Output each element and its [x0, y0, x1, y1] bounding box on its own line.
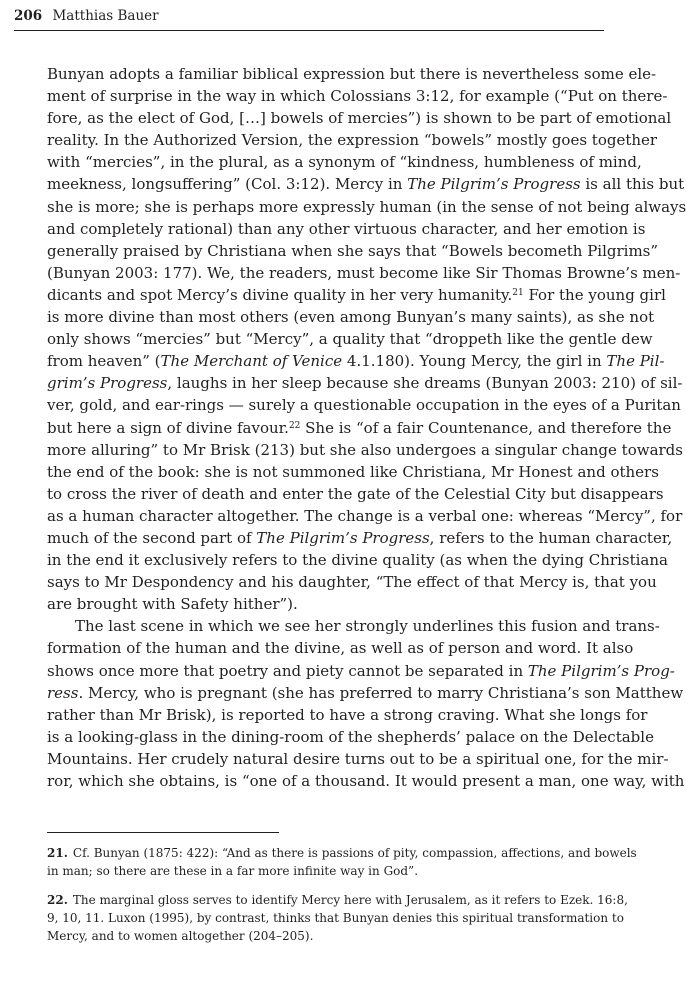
- text-line: she is more; she is perhaps more expressly human (in the sense of not being always: [47, 197, 686, 216]
- footnote-22: [47, 891, 628, 945]
- text-line: is more divine than most others (even among Bunyan’s many saints), as she not: [47, 308, 655, 327]
- text-line: in the end it exclusively refers to the divine quality (as when the dying Christiana: [47, 551, 668, 570]
- page-number: 206: [14, 8, 43, 24]
- footnote-line: [47, 891, 628, 909]
- text-line: with “mercies”, in the plural, as a synonym of “kindness, humbleness of mind,: [47, 153, 642, 172]
- text-line: ver, gold, and ear-rings — surely a questionable occupation in the eyes of a Puritan: [47, 396, 681, 415]
- book-title: The Pilgrim’s Progress: [256, 528, 430, 547]
- text-segment: is all this but: [580, 175, 685, 194]
- paragraph-2: [47, 615, 685, 792]
- text-line: ror, which she obtains, is “one of a thousand. It would present a man, one way, with: [47, 772, 685, 790]
- book-title: The Pilgrim’s Progress: [407, 175, 581, 194]
- text-line: [47, 372, 683, 394]
- text-line: Bunyan adopts a familiar biblical expression but there is nevertheless some ele-: [47, 65, 657, 83]
- text-line: rather than Mr Brisk), is reported to have a strong craving. What she longs for: [47, 705, 648, 724]
- book-title: grim’s Progress: [47, 374, 168, 393]
- text-segment: from heaven” (: [47, 352, 161, 371]
- book-title: The Pilgrim’s Prog-: [527, 661, 675, 680]
- text-line: [47, 527, 673, 549]
- footnote-line: in man; so there are these in a far more infinite way in God”.: [47, 864, 419, 878]
- text-line: are brought with Safety hither”).: [47, 595, 298, 614]
- footnote-number: 22.: [47, 893, 68, 907]
- text-line: and completely rational) than any other virtuous character, and her emotion is: [47, 219, 646, 238]
- text-line: (Bunyan 2003: 177). We, the readers, must become like Sir Thomas Browne’s men-: [47, 263, 681, 282]
- text-line: is a looking-glass in the dining-room of the shepherds’ palace on the Delectable: [47, 727, 654, 746]
- text-segment: . Mercy, who is pregnant (she has preferred to marry Christiana’s son Matthew: [78, 683, 684, 702]
- text-line: as a human character altogether. The change is a verbal one: whereas “Mercy”, for: [47, 506, 683, 525]
- running-head-author: Matthias Bauer: [52, 8, 159, 24]
- footnote-line: [47, 844, 637, 862]
- book-title: The Pil-: [606, 352, 665, 371]
- footnote-line: 9, 10, 11. Luxon (1995), by contrast, thinks that Bunyan denies this spiritual transformation to: [47, 911, 624, 925]
- header-rule: [14, 30, 604, 31]
- text-segment: She is “of a fair Countenance, and therefore the: [300, 418, 672, 437]
- body-text: [47, 63, 686, 792]
- text-line: [47, 660, 675, 682]
- text-line: fore, as the elect of God, […] bowels of mercies”) is shown to be part of emotional: [47, 109, 672, 128]
- text-segment: , laughs in her sleep because she dreams (Bunyan 2003: 210) of sil-: [167, 374, 683, 393]
- text-segment: meekness, longsuffering” (Col. 3:12). Mercy in: [47, 175, 408, 194]
- text-segment: but here a sign of divine favour.: [47, 418, 289, 437]
- text-line: [47, 284, 666, 306]
- running-head: [14, 7, 604, 25]
- text-line: reality. In the Authorized Version, the expression “bowels” mostly goes together: [47, 131, 658, 150]
- footnote-number: 21.: [47, 846, 68, 860]
- footnote-rule: [47, 832, 279, 833]
- footnote-text: The marginal gloss serves to identify Mercy here with Jerusalem, as it refers to Ezek. 16:8,: [72, 893, 628, 907]
- paragraph-1: [47, 63, 686, 615]
- text-segment: For the young girl: [523, 285, 666, 304]
- text-line: the end of the book: she is not summoned like Christiana, Mr Honest and others: [47, 462, 659, 481]
- text-segment: , refers to the human character,: [429, 528, 673, 547]
- footnote-text: Cf. Bunyan (1875: 422): “And as there is passions of pity, compassion, affections, and bowels: [72, 846, 637, 860]
- text-segment: dicants and spot Mercy’s divine quality in her very humanity.: [47, 285, 513, 304]
- footnote-ref-21[interactable]: 21: [512, 287, 524, 298]
- text-line: only shows “mercies” but “Mercy”, a quality that “droppeth like the gentle dew: [47, 330, 653, 349]
- footnote-ref-22[interactable]: 22: [288, 420, 301, 431]
- play-title: The Merchant of Venice: [160, 352, 343, 371]
- text-segment: shows once more that poetry and piety cannot be separated in: [47, 661, 528, 680]
- text-segment: much of the second part of: [47, 528, 257, 547]
- text-segment: 4.1.180). Young Mercy, the girl in: [342, 352, 607, 371]
- text-line: [47, 173, 685, 195]
- text-line: more alluring” to Mr Brisk (213) but she also undergoes a singular change towards: [47, 440, 683, 459]
- text-line: formation of the human and the divine, as well as of person and word. It also: [47, 639, 634, 658]
- text-line: says to Mr Despondency and his daughter, “The effect of that Mercy is, that you: [47, 573, 657, 592]
- text-line: generally praised by Christiana when she says that “Bowels becometh Pilgrims”: [47, 241, 659, 260]
- book-title: ress: [47, 683, 79, 702]
- text-line: Mountains. Her crudely natural desire turns out to be a spiritual one, for the mir-: [47, 749, 669, 768]
- text-line: to cross the river of death and enter the gate of the Celestial City but disappears: [47, 484, 664, 503]
- text-line: The last scene in which we see her strongly underlines this fusion and trans-: [75, 617, 660, 636]
- text-line: [47, 417, 672, 439]
- text-line: [47, 682, 684, 704]
- footnote-line: Mercy, and to women altogether (204–205).: [47, 929, 314, 943]
- text-line: ment of surprise in the way in which Colossians 3:12, for example (“Put on there-: [47, 87, 668, 106]
- text-line: [47, 350, 665, 372]
- footnote-21: [47, 844, 637, 880]
